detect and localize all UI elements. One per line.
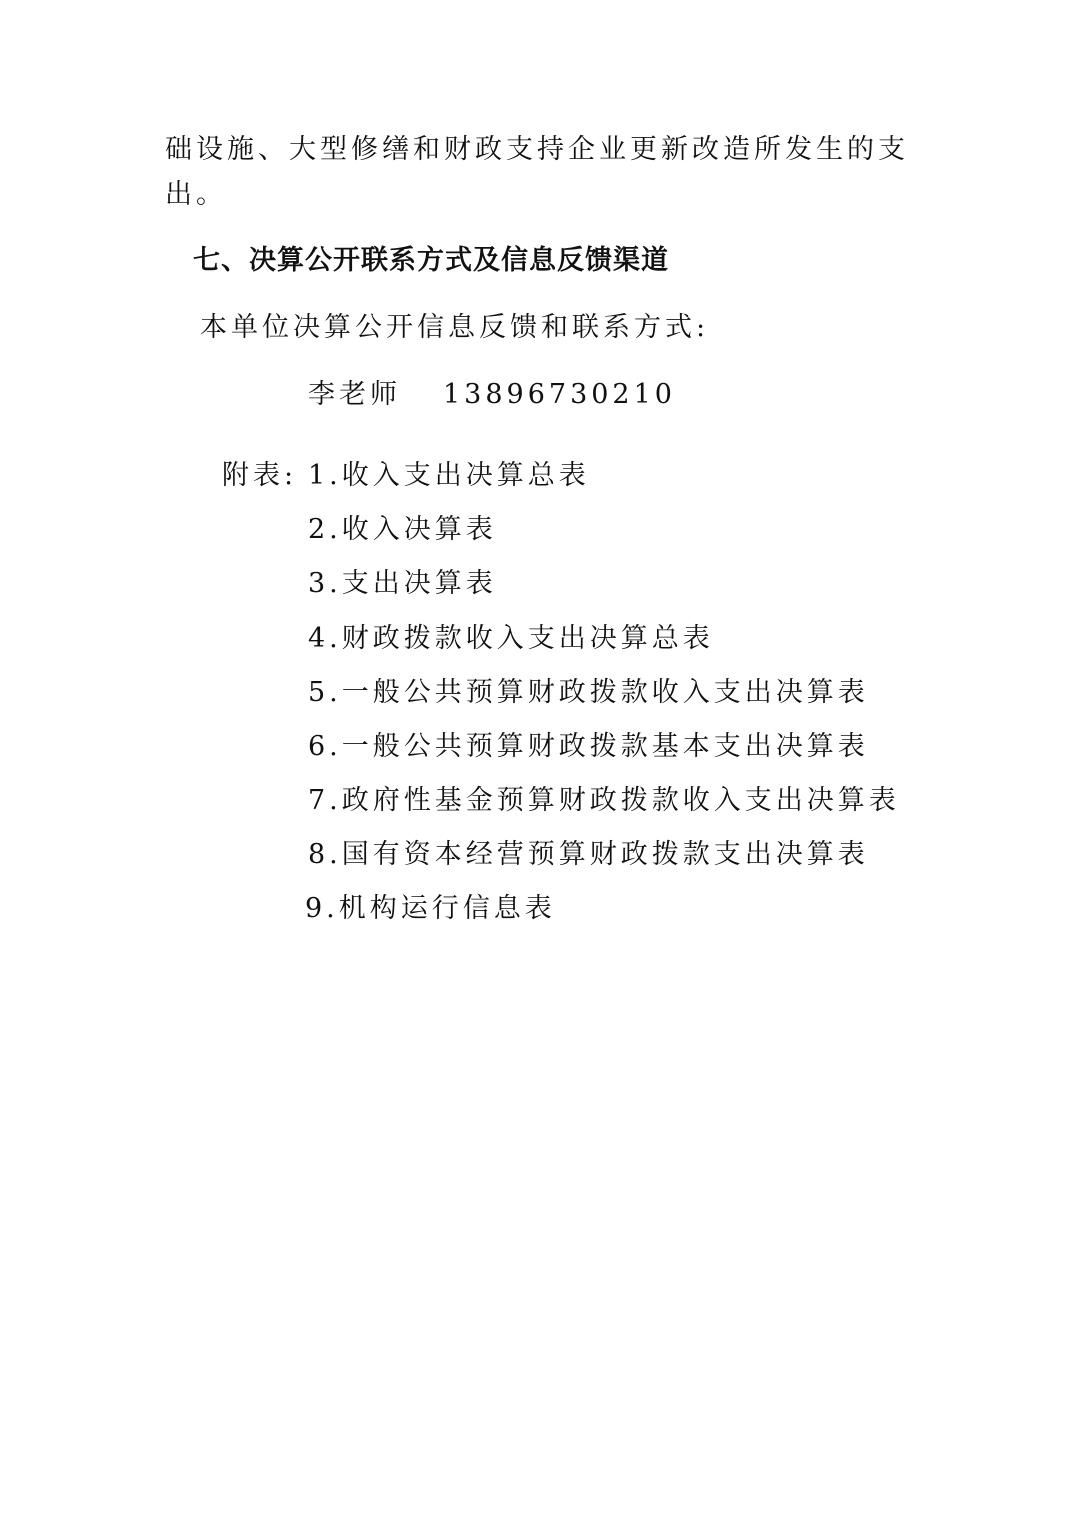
contact-phone: 13896730210 bbox=[443, 379, 676, 410]
section-heading: 七、决算公开联系方式及信息反馈渠道 bbox=[193, 245, 669, 276]
contact-intro: 本单位决算公开信息反馈和联系方式: bbox=[200, 312, 710, 343]
body-text-line-2: 出。 bbox=[165, 179, 227, 210]
appendix-item-1: 1.收入支出决算总表 bbox=[308, 460, 590, 491]
contact-line bbox=[308, 378, 676, 412]
appendix-item-2: 2.收入决算表 bbox=[308, 514, 497, 545]
appendix-item-7: 7.政府性基金预算财政拨款收入支出决算表 bbox=[308, 785, 900, 816]
appendix-item-4: 4.财政拨款收入支出决算总表 bbox=[308, 623, 714, 654]
appendix-item-8: 8.国有资本经营预算财政拨款支出决算表 bbox=[308, 839, 869, 870]
appendix-item-9: 9.机构运行信息表 bbox=[305, 893, 556, 924]
contact-name: 李老师 bbox=[308, 379, 401, 410]
appendix-item-5: 5.一般公共预算财政拨款收入支出决算表 bbox=[308, 677, 869, 708]
appendix-label: 附表: bbox=[222, 460, 298, 491]
body-text-line-1: 础设施、大型修缮和财政支持企业更新改造所发生的支 bbox=[165, 134, 909, 165]
appendix-item-6: 6.一般公共预算财政拨款基本支出决算表 bbox=[308, 731, 869, 762]
appendix-item-3: 3.支出决算表 bbox=[308, 568, 497, 599]
